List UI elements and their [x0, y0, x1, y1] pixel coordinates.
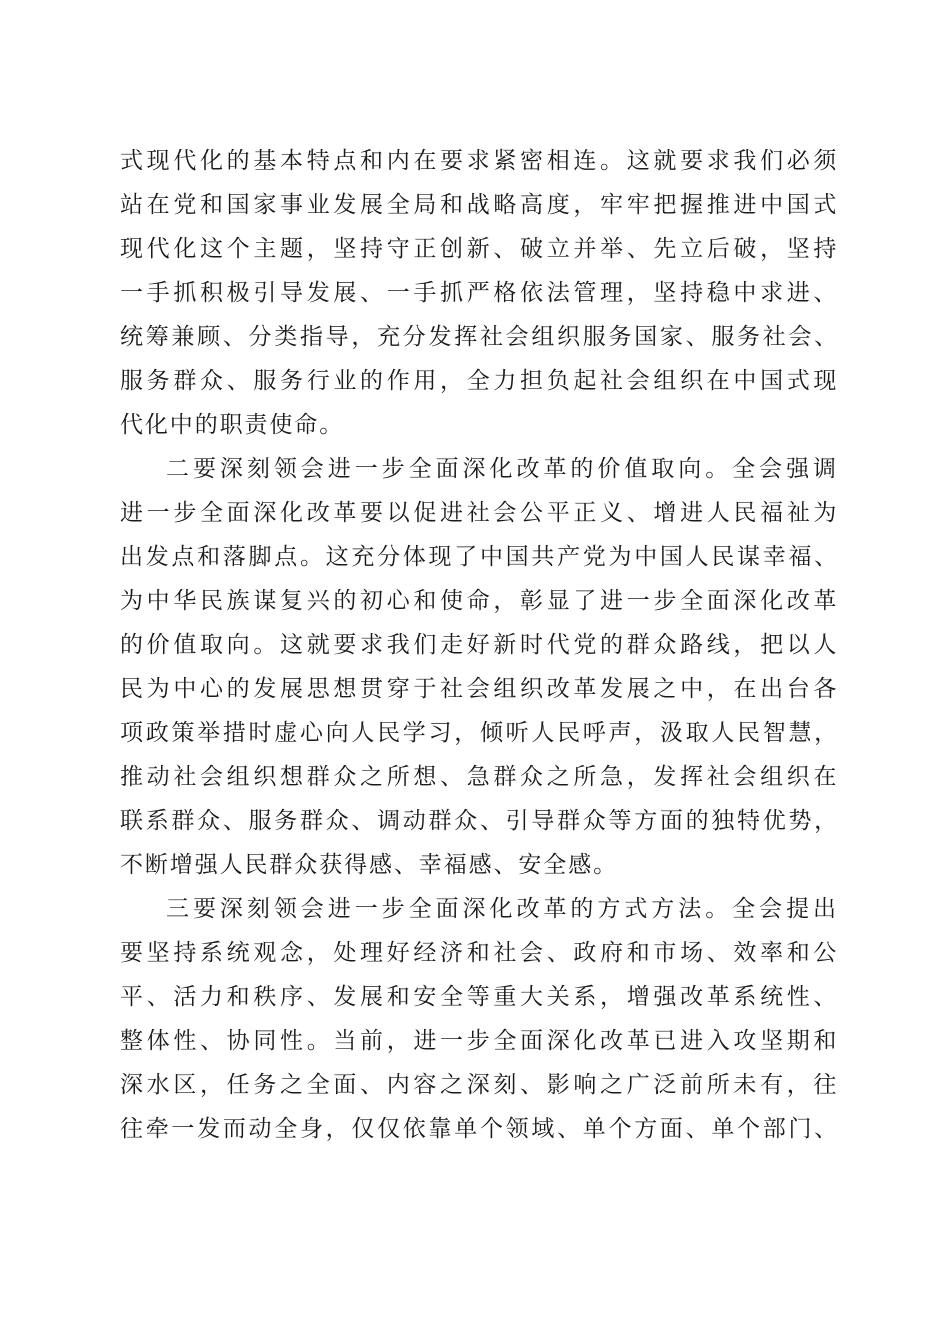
text-line: 要坚持系统观念，处理好经济和社会、政府和市场、效率和公: [120, 940, 841, 966]
text-line: 式现代化的基本特点和内在要求紧密相连。这就要求我们必须: [120, 148, 841, 174]
paragraph-first-line: 三要深刻领会进一步全面深化改革的方式方法。全会提出: [166, 896, 840, 922]
text-line: 项政策举措时虚心向人民学习，倾听人民呼声，汲取人民智慧，: [120, 720, 840, 746]
text-line: 往牵一发而动全身，仅仅依靠单个领域、单个方面、单个部门、: [120, 1116, 840, 1142]
text-line: 为中华民族谋复兴的初心和使命，彰显了进一步全面深化改革: [120, 588, 841, 614]
text-line: 的价值取向。这就要求我们走好新时代党的群众路线，把以人: [120, 632, 841, 658]
text-line: 民为中心的发展思想贯穿于社会组织改革发展之中，在出台各: [120, 676, 841, 702]
text-line: 整体性、协同性。当前，进一步全面深化改革已进入攻坚期和: [120, 1028, 841, 1054]
text-line: 站在党和国家事业发展全局和战略高度，牢牢把握推进中国式: [120, 192, 841, 218]
paragraph-end-line: 不断增强人民群众获得感、幸福感、安全感。: [120, 852, 618, 878]
text-line: 服务群众、服务行业的作用，全力担负起社会组织在中国式现: [120, 368, 841, 394]
text-line: 深水区，任务之全面、内容之深刻、影响之广泛前所未有，往: [120, 1072, 841, 1098]
paragraph-first-line: 二要深刻领会进一步全面深化改革的价值取向。全会强调: [166, 456, 840, 482]
text-line: 进一步全面深化改革要以促进社会公平正义、增进人民福祉为: [120, 500, 841, 526]
text-line: 联系群众、服务群众、调动群众、引导群众等方面的独特优势，: [120, 808, 840, 834]
paragraph-end-line: 代化中的职责使命。: [120, 412, 345, 438]
text-line: 出发点和落脚点。这充分体现了中国共产党为中国人民谋幸福、: [120, 544, 840, 570]
text-line: 推动社会组织想群众之所想、急群众之所急，发挥社会组织在: [120, 764, 841, 790]
text-line: 统筹兼顾、分类指导，充分发挥社会组织服务国家、服务社会、: [120, 324, 840, 350]
text-line: 平、活力和秩序、发展和安全等重大关系，增强改革系统性、: [120, 984, 841, 1010]
text-line: 现代化这个主题，坚持守正创新、破立并举、先立后破，坚持: [120, 236, 841, 262]
text-line: 一手抓积极引导发展、一手抓严格依法管理，坚持稳中求进、: [120, 280, 841, 306]
